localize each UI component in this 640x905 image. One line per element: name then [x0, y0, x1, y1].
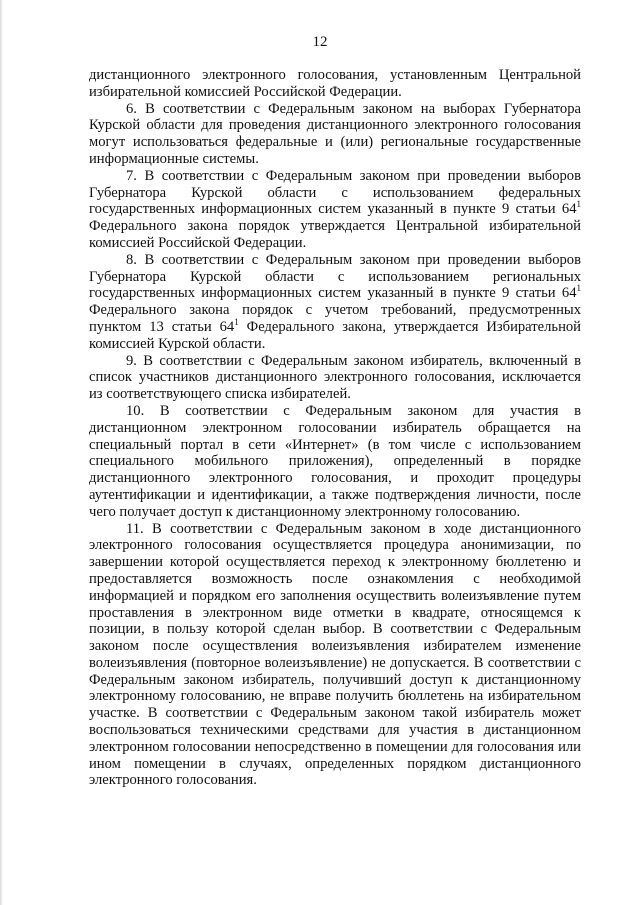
paragraph-continuation	[89, 67, 581, 101]
paragraph-text: дистанционного электронного голосования, установленным Центральной избирательной комиссией Российской Федерации.	[89, 67, 581, 100]
document-body	[89, 67, 581, 789]
paragraph-text: 11. В соответствии с Федеральным законом в ходе дистанционного электронного голосования осуществляется процедура анонимизации, по завершении которой осуществляется переход к электронному бюллетеню и предоставляется возможность после ознакомления с необходимой информацией и порядком его заполнения осуществить волеизъявление путем проставления в электронном виде отметки в квадрате, относящемся к позиции, в пользу которой сделан выбор. В соответствии с Федеральным законом после осуществления волеизъявления избирателем изменение волеизъявления (повторное волеизъявление) не допускается. В соответствии с Федеральным законом избиратель, получивший доступ к дистанционному электронному голосованию, не вправе получить бюллетень на избирательном участке. В соответствии с Федеральным законом такой избиратель может воспользоваться техническими средствами для участия в дистанционном электронном голосовании непосредственно в помещении для голосования или ином помещении в случаях, определенных порядком дистанционного электронного голосования.	[89, 520, 581, 789]
paragraph-8	[89, 252, 581, 353]
paragraph-text: Федерального закона порядок с учетом требований, предусмотренных пунктом 13 статьи 64	[89, 302, 581, 335]
article-superscript: 1	[576, 283, 581, 294]
paragraph-text: Федерального закона порядок утверждается Центральной избирательной комиссией Российской Федерации.	[89, 218, 581, 251]
paragraph-10	[89, 403, 581, 521]
paragraph-11	[89, 521, 581, 790]
paragraph-7	[89, 168, 581, 252]
paragraph-text: 7. В соответствии с Федеральным законом при проведении выборов Губернатора Курской области с использованием федеральных государственных информационных систем указанный в пункте 9 статьи 64	[89, 167, 581, 218]
paragraph-text: 9. В соответствии с Федеральным законом избиратель, включенный в список участников дистанционного электронного голосования, исключается из соответствующего списка избирателей.	[89, 352, 581, 403]
paragraph-6	[89, 101, 581, 168]
paragraph-text: 8. В соответствии с Федеральным законом при проведении выборов Губернатора Курской области с использованием региональных государственных информационных систем указанный в пункте 9 статьи 64	[89, 251, 581, 302]
article-superscript: 1	[576, 199, 581, 210]
paragraph-text: 6. В соответствии с Федеральным законом на выборах Губернатора Курской области для проведения дистанционного электронного голосования могут использоваться федеральные и (или) региональные государственные информационные системы.	[89, 100, 581, 167]
page-number: 12	[312, 34, 328, 50]
article-superscript: 1	[234, 317, 239, 328]
scan-edge-shadow	[0, 0, 3, 905]
paragraph-text: 10. В соответствии с Федеральным законом для участия в дистанционном электронном голосовании избиратель обращается на специальный портал в сети «Интернет» (в том числе с использованием специального мобильного приложения), определенный в порядке дистанционного электронного голосования, и проходит процедуры аутентификации и идентификации, а также подтверждения личности, после чего получает доступ к дистанционному электронному голосованию.	[89, 402, 581, 520]
paragraph-text: Федерального закона, утверждается Избирательной комиссией Курской области.	[89, 318, 581, 352]
paragraph-9	[89, 353, 581, 403]
